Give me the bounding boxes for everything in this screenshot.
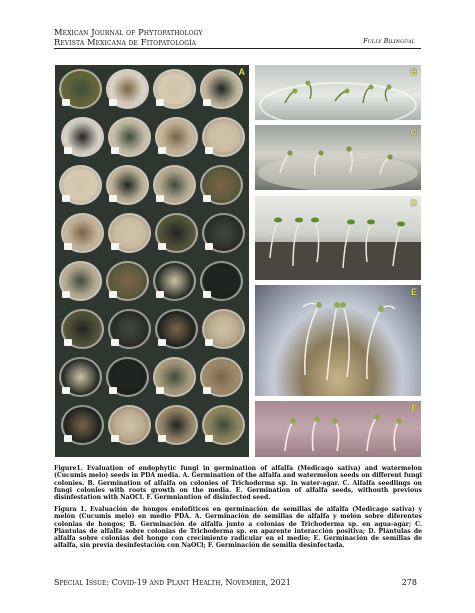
petri-dish <box>200 165 243 205</box>
caption-english <box>54 465 422 501</box>
dish-sticker <box>64 243 72 250</box>
seedlings-photo-e <box>255 285 421 396</box>
petri-dish <box>61 405 104 445</box>
dish-sticker <box>62 99 70 106</box>
petri-dish <box>200 357 243 397</box>
footer-issue: Special Issue: Covid-19 and Plant Health, November, 2021 <box>54 578 291 587</box>
panel-e-photo <box>254 284 422 397</box>
dish-sticker <box>64 147 72 154</box>
panel-label-f: F <box>411 403 417 413</box>
seedlings-photo-f <box>255 401 421 457</box>
dish-sticker <box>205 435 213 442</box>
dish-sticker <box>111 435 119 442</box>
dish-sticker <box>109 99 117 106</box>
petri-dish <box>202 309 245 349</box>
dish-sticker <box>109 291 117 298</box>
dish-sticker <box>156 291 164 298</box>
petri-dish <box>61 309 104 349</box>
caption-en-text: Evaluation of endophytic fungi in germination of alfalfa (Medicago sativa) and watermelon (Cucumis melo) seeds in PDA media. A. Germination of the alfalfa and watermelon seeds on different fungi colonies. B. Germination of alfalfa on colonies of Trichoderma sp. in water-agar. C. Alfalfa seedlings on fungi colonies with roots growth on the media. E. Germination of alfalfa seeds, withouth previous disinfestation with NaOCl. F. Germniantion of disinfected seed. <box>54 465 423 502</box>
dish-sticker <box>64 435 72 442</box>
dish-sticker <box>203 195 211 202</box>
dish-sticker <box>203 99 211 106</box>
panel-label-a: A <box>238 67 245 77</box>
petri-dish <box>59 261 102 301</box>
page-number: 278 <box>401 578 417 587</box>
dish-sticker <box>62 291 70 298</box>
header-divider <box>54 48 421 49</box>
dish-sticker <box>62 387 70 394</box>
panel-b-photo <box>254 64 422 121</box>
dish-sticker <box>111 243 119 250</box>
petri-dish <box>59 69 102 109</box>
petri-dish <box>153 69 196 109</box>
dish-sticker <box>158 147 166 154</box>
petri-dish <box>108 213 151 253</box>
petri-dish <box>61 213 104 253</box>
petri-dish <box>200 261 243 301</box>
dish-sticker <box>156 195 164 202</box>
dish-sticker <box>205 339 213 346</box>
dish-sticker <box>156 99 164 106</box>
panel-f-photo <box>254 400 422 458</box>
panel-label-d: D <box>410 198 417 208</box>
petri-dish <box>155 213 198 253</box>
panel-c-photo <box>254 124 422 191</box>
petri-dish <box>153 261 196 301</box>
seedlings-photo-b <box>255 65 421 120</box>
petri-dish <box>202 405 245 445</box>
petri-dish <box>106 357 149 397</box>
petri-dish <box>61 117 104 157</box>
petri-dish <box>59 165 102 205</box>
dish-sticker <box>158 243 166 250</box>
petri-dish <box>106 261 149 301</box>
petri-dish <box>155 309 198 349</box>
caption-es-label: Figura 1. <box>54 506 87 513</box>
panel-label-c: C <box>410 127 417 137</box>
dish-sticker <box>111 339 119 346</box>
dish-sticker <box>109 195 117 202</box>
figure-1 <box>54 64 420 456</box>
petri-dish <box>153 357 196 397</box>
panel-d-photo <box>254 195 422 281</box>
petri-dish <box>200 69 243 109</box>
petri-dish <box>155 117 198 157</box>
seedlings-photo-d <box>255 196 421 280</box>
dish-sticker <box>109 387 117 394</box>
caption-spanish <box>54 506 422 550</box>
petri-dish <box>106 165 149 205</box>
petri-dish <box>155 405 198 445</box>
seedlings-photo-c <box>255 125 421 190</box>
petri-dish <box>108 309 151 349</box>
running-header <box>54 27 203 47</box>
journal-title-es: Revista Mexicana de Fitopatología <box>54 37 196 47</box>
panel-label-e: E <box>410 287 417 297</box>
dish-sticker <box>205 147 213 154</box>
dish-sticker <box>64 339 72 346</box>
caption-es-text: Evaluación de hongos endofíticos en germinación de semillas de alfalfa (Medicago sativa) y melón (Cucumis melo) en medio PDA. A. Germinación de semillas de alfalfa y melón sobre diferentes colonias de hongos; B. Germinación de alfalfa junto a colonias de Trichoderma sp. en agua-agar; C. Plántulas de alfalfa sobre colonias de Trichoderma sp. en aparente interacción positiva; D. Plántulas de alfalfa sobre colonias del hongo con crecimiento radicular en el medio; E. Germinación de semillas de alfalfa, sin previa desinfestación con NaOCl; F. Germinación de semilla desinfectada. <box>54 506 422 550</box>
dish-sticker <box>156 387 164 394</box>
dish-sticker <box>203 387 211 394</box>
dish-sticker <box>203 291 211 298</box>
petri-dish <box>153 165 196 205</box>
petri-dish <box>108 117 151 157</box>
dish-sticker <box>158 339 166 346</box>
dish-sticker <box>62 195 70 202</box>
journal-title-en: Mexican Journal of Phytopathology <box>54 27 203 37</box>
petri-dish <box>108 405 151 445</box>
bilingual-tag: Fully Bilingual <box>363 37 415 45</box>
caption-en-label: Figure1. <box>54 465 83 472</box>
panel-a-petri-dishes <box>54 64 250 458</box>
petri-dish <box>106 69 149 109</box>
dish-sticker <box>158 435 166 442</box>
dish-sticker <box>111 147 119 154</box>
petri-dish <box>59 357 102 397</box>
petri-dish <box>202 213 245 253</box>
panel-label-b: B <box>410 67 417 77</box>
petri-dish <box>202 117 245 157</box>
dish-sticker <box>205 243 213 250</box>
